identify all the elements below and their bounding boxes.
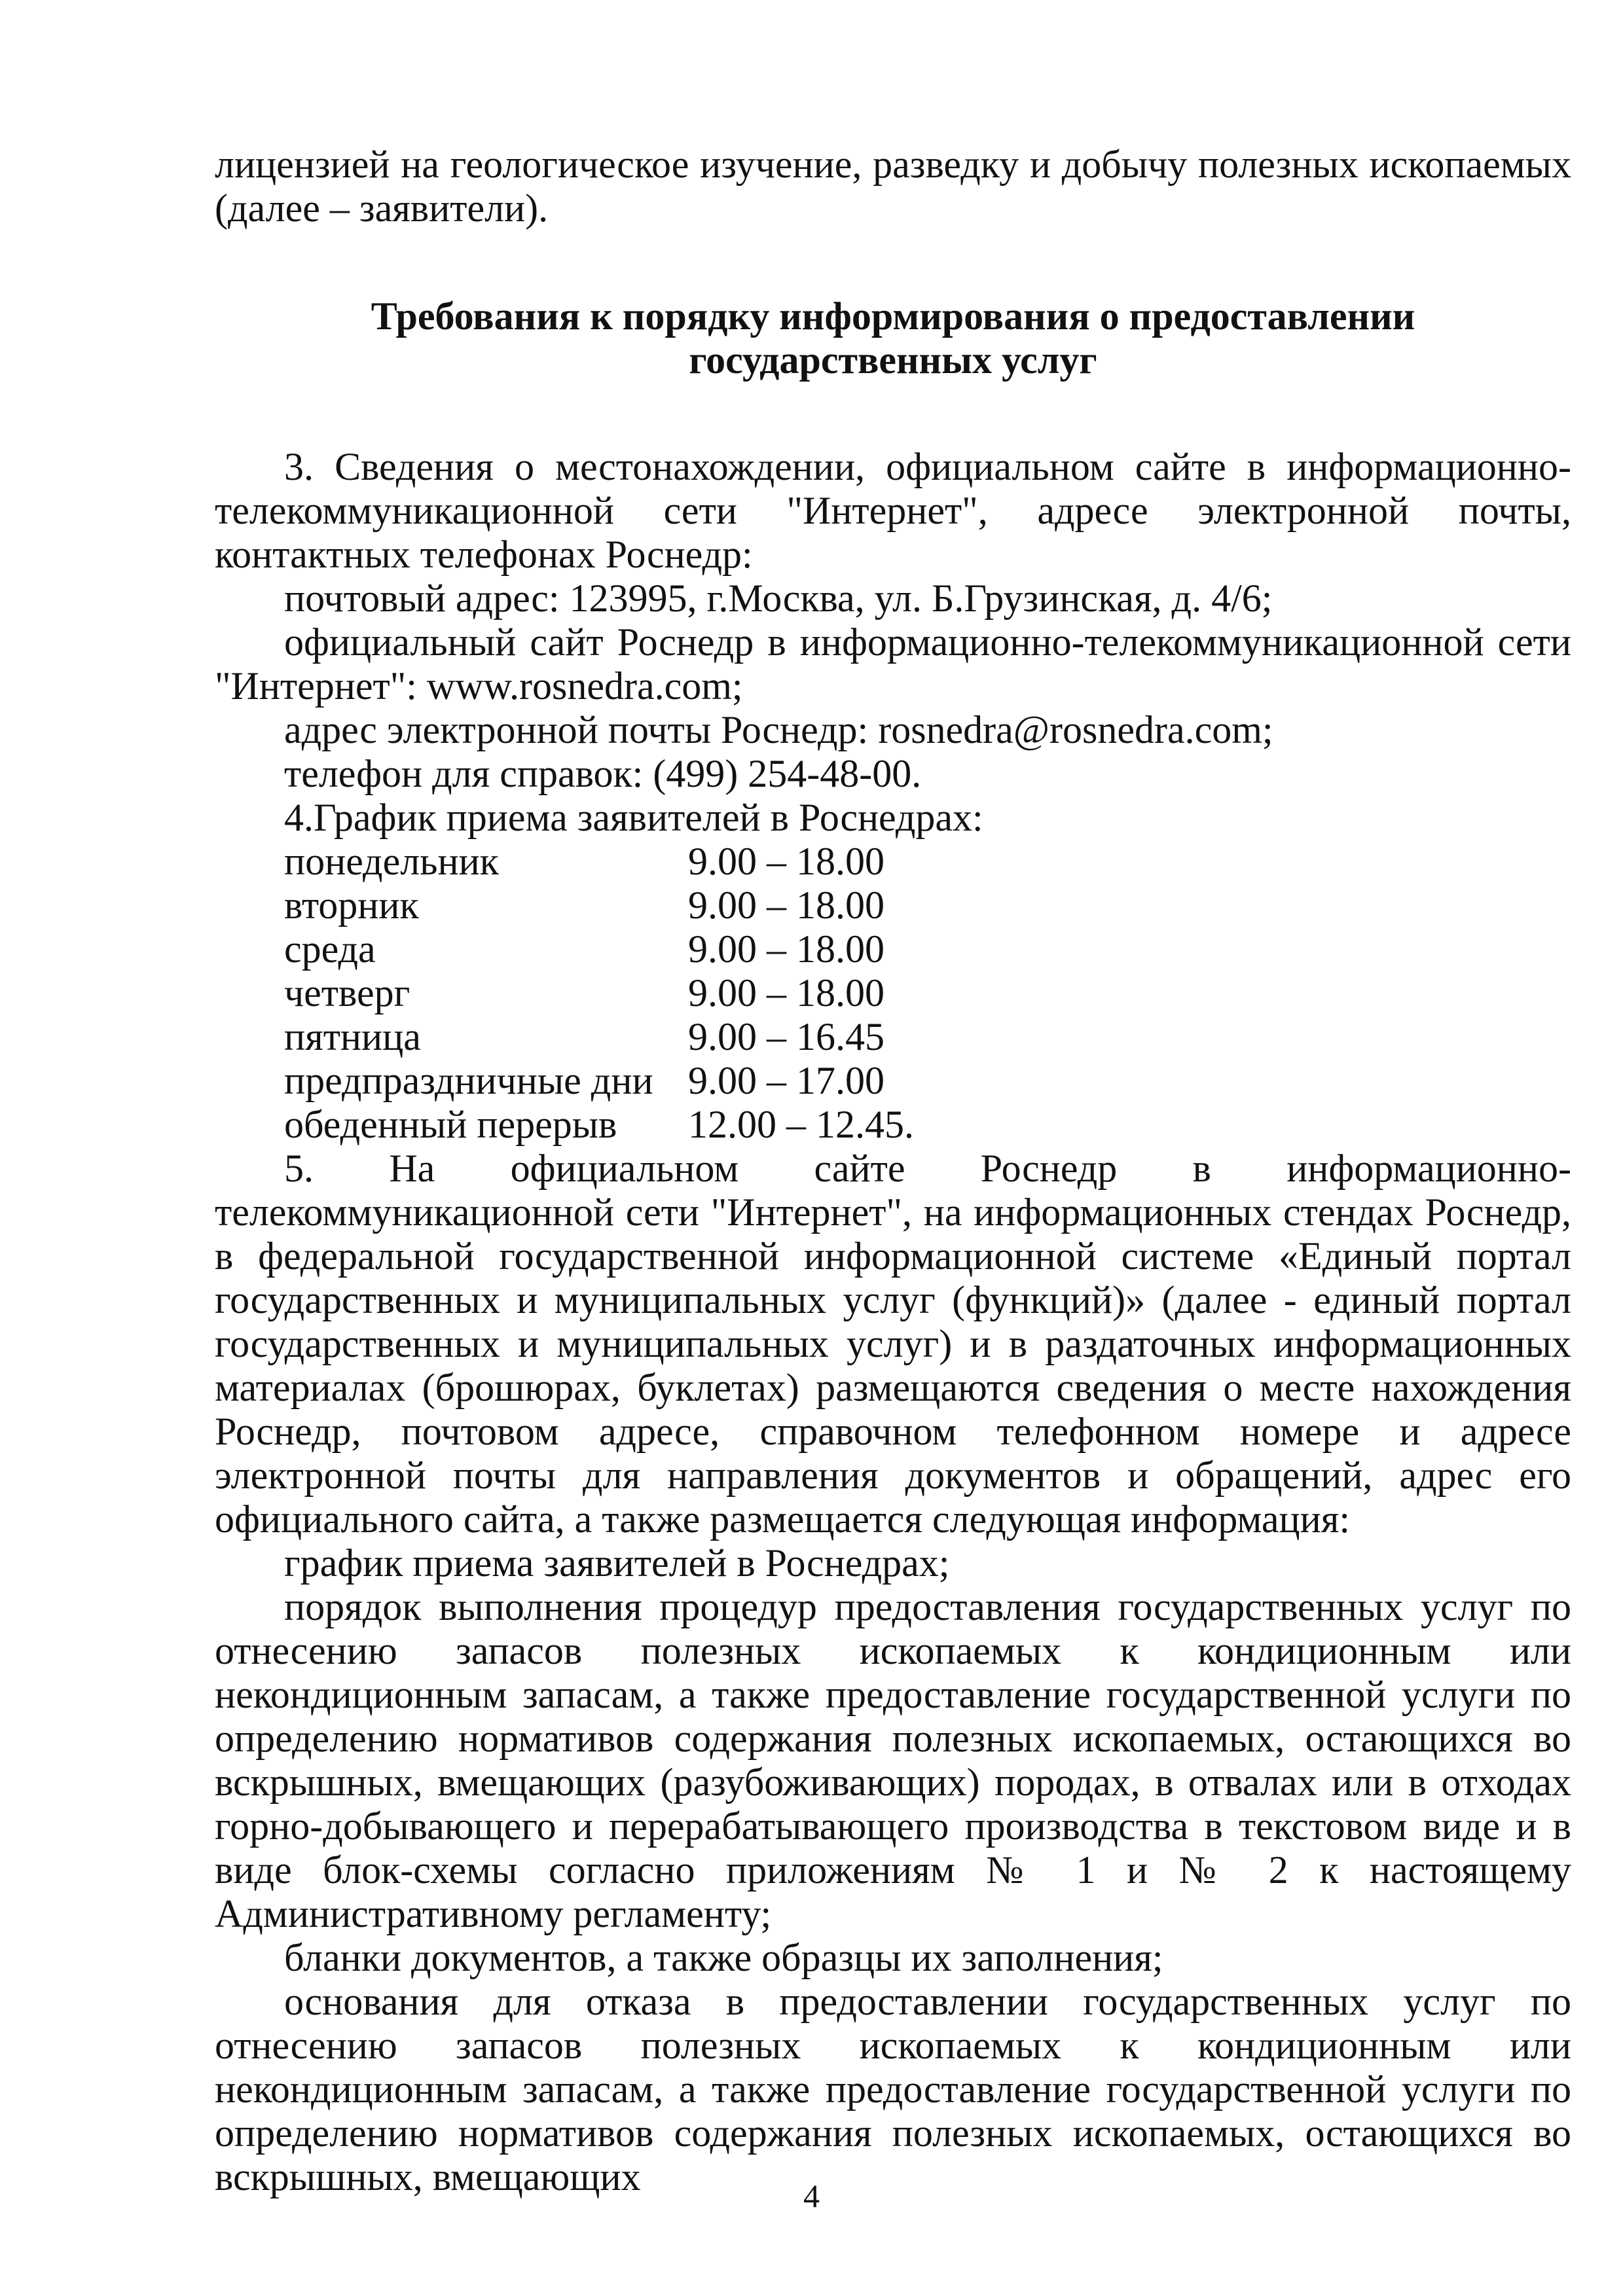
schedule-time: 9.00 – 17.00 — [688, 1059, 884, 1102]
intro-paragraph: лицензией на геологическое изучение, разведку и добычу полезных ископаемых (далее – заявители). — [215, 143, 1571, 230]
info-item-forms: бланки документов, а также образцы их заполнения; — [284, 1936, 1163, 1979]
section-5-paragraph: 5. На официальном сайте Роснедр в информационно-телекоммуникационной сети "Интернет", на информационных стендах Роснедр, в федеральной государственной информационной системе «Единый портал государственных и муниципальных услуг (функций)» (далее - единый портал государственных и муниципальных услуг) и в раздаточных информационных материалах (брошюрах, буклетах) размещаются сведения о месте нахождения Роснедр, почтовом адресе, справочном телефонном номере и адресе электронной почты для направления документов и обращений, адрес его официального сайта, а также размещается следующая информация: — [215, 1147, 1571, 1541]
section-3-paragraph: 3. Сведения о местонахождении, официальном сайте в информационно-телекоммуникационной сети "Интернет", адресе электронной почты, контактных телефонах Роснедр: — [215, 445, 1571, 576]
schedule-day: предпраздничные дни — [284, 1059, 653, 1102]
schedule-row — [284, 1103, 1571, 1147]
schedule-time: 9.00 – 18.00 — [688, 840, 884, 883]
schedule-title: 4.График приема заявителей в Роснедрах: — [284, 796, 983, 839]
schedule-row — [284, 840, 1571, 884]
schedule-day: пятница — [284, 1015, 421, 1058]
schedule-day: четверг — [284, 971, 410, 1014]
schedule-time: 9.00 – 18.00 — [688, 927, 884, 971]
schedule-time: 9.00 – 18.00 — [688, 971, 884, 1014]
schedule-time: 9.00 – 18.00 — [688, 884, 884, 927]
schedule-day: обеденный перерыв — [284, 1103, 617, 1146]
schedule-row — [284, 1015, 1571, 1059]
page-number: 4 — [803, 2178, 820, 2214]
info-item-procedure: порядок выполнения процедур предоставления государственных услуг по отнесению запасов полезных ископаемых к кондиционным или некондиционным запасам, а также предоставление государственной услуги по определению нормативов содержания полезных ископаемых, остающихся во вскрышных, вмещающих (разубоживающих) породах, в отвалах или в отходах горно-добывающего и перерабатывающего производства в текстовом виде и в виде блок-схемы согласно приложениям № 1 и № 2 к настоящему Административному регламенту; — [215, 1585, 1571, 1935]
schedule-row — [284, 1059, 1571, 1103]
official-site: официальный сайт Роснедр в информационно-телекоммуникационной сети "Интернет": www.rosnedra.com; — [215, 620, 1571, 708]
schedule-table — [215, 840, 1571, 1147]
phone-number: телефон для справок: (499) 254-48-00. — [284, 752, 922, 795]
section-heading-line-1: Требования к порядку информирования о предоставлении — [371, 295, 1415, 338]
postal-address: почтовый адрес: 123995, г.Москва, ул. Б.Грузинская, д. 4/6; — [284, 577, 1273, 620]
section-heading-line-2: государственных услуг — [689, 338, 1097, 382]
info-item-schedule: график приема заявителей в Роснедрах; — [284, 1541, 950, 1585]
email-address: адрес электронной почты Роснедр: rosnedra@rosnedra.com; — [284, 708, 1273, 751]
info-item-refusal-grounds: основания для отказа в предоставлении государственных услуг по отнесению запасов полезных ископаемых к кондиционным или некондиционным запасам, а также предоставление государственной услуги по определению нормативов содержания полезных ископаемых, остающихся во вскрышных, вмещающих — [215, 1980, 1571, 2198]
schedule-row — [284, 971, 1571, 1015]
schedule-row — [284, 927, 1571, 971]
schedule-day: понедельник — [284, 840, 499, 883]
schedule-row — [284, 884, 1571, 927]
section-heading — [215, 295, 1571, 382]
schedule-time: 12.00 – 12.45. — [688, 1103, 914, 1146]
schedule-day: среда — [284, 927, 376, 971]
document-page — [215, 143, 1571, 2199]
schedule-day: вторник — [284, 884, 419, 927]
schedule-time: 9.00 – 16.45 — [688, 1015, 884, 1058]
